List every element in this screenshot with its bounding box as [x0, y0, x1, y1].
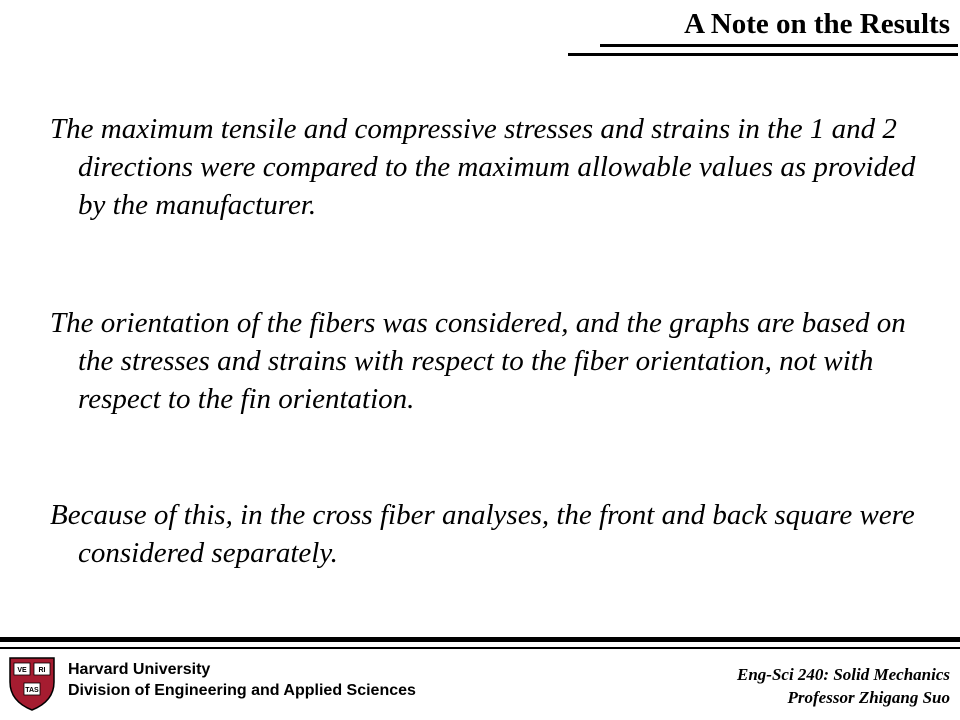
title-divider-bottom [568, 53, 958, 56]
paragraph-3: Because of this, in the cross fiber analyses, the front and back square were considered separately. [50, 499, 915, 569]
harvard-shield-icon [8, 656, 56, 712]
paragraph-1: The maximum tensile and compressive stresses and strains in the 1 and 2 directions were compared to the maximum allowable values as provided by the manufacturer. [50, 113, 916, 221]
paragraph-2: The orientation of the fibers was considered, and the graphs are based on the stresses and strains with respect to the fiber orientation, not with respect to the fin orientation. [50, 307, 906, 415]
footer-divider-thick [0, 637, 960, 642]
footer-course [737, 663, 950, 709]
professor-name: Professor Zhigang Suo [787, 688, 950, 707]
division-name: Division of Engineering and Applied Sciences [68, 682, 416, 699]
logo-text-tas: TAS [25, 687, 39, 694]
logo-text-ri: RI [38, 667, 46, 674]
university-name: Harvard University [68, 661, 211, 678]
logo-text-ve: VE [17, 667, 27, 674]
footer-divider-thin [0, 647, 960, 649]
course-name: Eng-Sci 240: Solid Mechanics [737, 665, 950, 684]
title-divider-top [600, 44, 958, 47]
slide-title: A Note on the Results [684, 8, 950, 40]
footer-institution [68, 659, 416, 701]
